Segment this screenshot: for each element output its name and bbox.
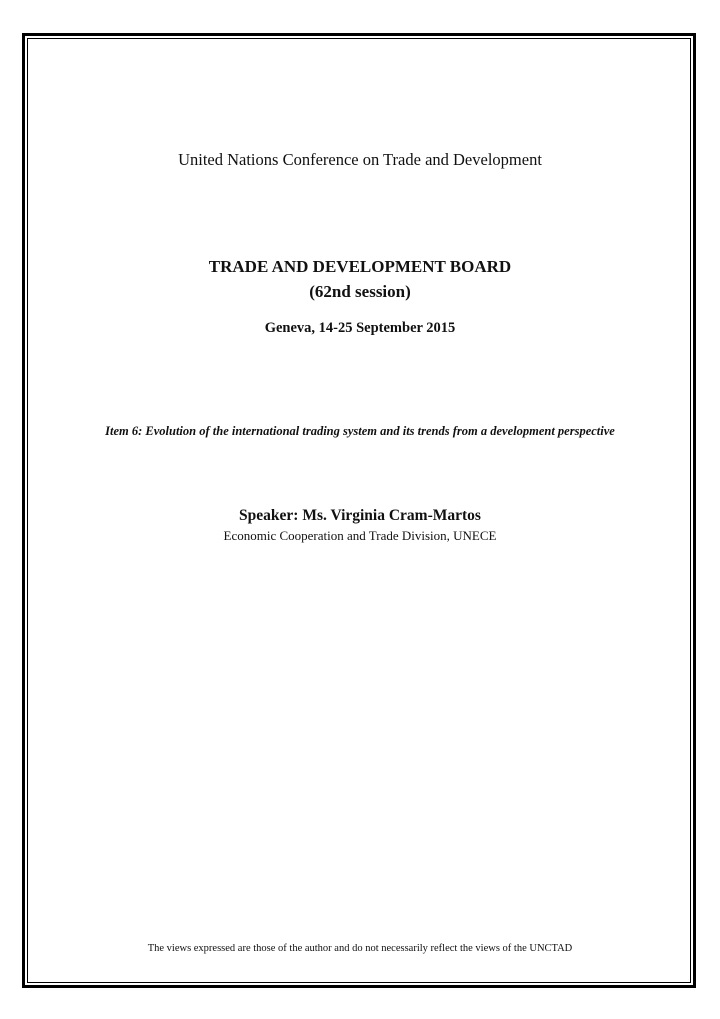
speaker-name: Speaker: Ms. Virginia Cram-Martos [239, 507, 481, 524]
board-title: TRADE AND DEVELOPMENT BOARD [208, 257, 512, 276]
organization-name: United Nations Conference on Trade and Development [178, 150, 542, 169]
agenda-item: Item 6: Evolution of the international trading system and its trends from a development perspective [105, 424, 615, 438]
disclaimer-note: The views expressed are those of the author and do not necessarily reflect the views of the UNCTAD [147, 943, 573, 954]
venue-dates: Geneva, 14-25 September 2015 [264, 320, 456, 336]
speaker-affiliation: Economic Cooperation and Trade Division, UNECE [223, 528, 497, 543]
session-label: (62nd session) [309, 282, 411, 301]
